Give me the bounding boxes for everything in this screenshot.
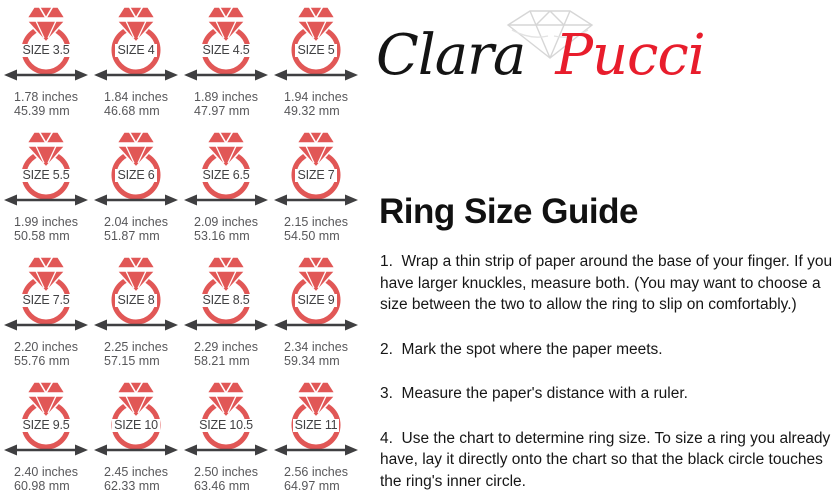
ring-size-chart [2,4,360,501]
circumference-inches: 2.25 inches [104,340,168,354]
ring-size-cell [272,129,360,254]
label-row [0,291,97,309]
label-row [175,416,277,434]
ring-measurements [14,466,78,493]
ring-size-label: SIZE 11 [294,418,338,432]
ring-with-diamond-icon [91,4,181,82]
ring-with-diamond-icon [91,379,181,457]
ring-measurements [194,341,258,368]
ring-measurements [104,466,168,493]
ring-measurements [104,341,168,368]
circumference-inches: 1.78 inches [14,90,78,104]
instruction-step-1: 1. Wrap a thin strip of paper around the base of your finger. If you have larger knuckles, measure both. (You may want to choose a size between the two to allow the ring to slip on comfortably.) [380,253,837,313]
ring-measurements [284,341,348,368]
ring-measurements [14,341,78,368]
circumference-mm: 47.97 mm [194,103,250,118]
ring-size-cell [182,254,270,379]
ring-with-diamond-icon [271,254,361,332]
brand-name-second: Pucci [555,23,705,88]
ring-size-label: SIZE 8 [117,293,155,307]
ring-size-cell [92,4,180,129]
circumference-mm: 59.34 mm [284,353,340,368]
ring-size-cell [182,379,270,501]
circumference-inches: 2.56 inches [284,465,348,479]
brand-name-first: Clara [376,23,526,88]
circumference-mm: 64.97 mm [284,478,340,493]
ring-measurements [194,91,258,118]
circumference-inches: 2.45 inches [104,465,168,479]
circumference-inches: 2.29 inches [194,340,258,354]
label-row [265,291,367,309]
label-row [85,291,187,309]
ring-size-label: SIZE 3.5 [22,43,70,57]
circumference-inches: 2.40 inches [14,465,78,479]
ring-with-diamond-icon [1,129,91,207]
ring-size-label: SIZE 7 [297,168,335,182]
ring-size-label: SIZE 4.5 [202,43,250,57]
circumference-mm: 54.50 mm [284,228,340,243]
ring-size-label: SIZE 9 [297,293,335,307]
label-row [85,41,187,59]
circumference-mm: 53.16 mm [194,228,250,243]
label-row [175,41,277,59]
ring-size-cell [182,129,270,254]
label-row [0,166,97,184]
page-title: Ring Size Guide [379,192,638,231]
circumference-mm: 50.58 mm [14,228,70,243]
label-row [175,166,277,184]
ring-with-diamond-icon [1,379,91,457]
ring-size-cell [182,4,270,129]
ring-measurements [14,91,78,118]
circumference-inches: 2.34 inches [284,340,348,354]
ring-size-label: SIZE 10.5 [199,418,253,432]
ring-with-diamond-icon [91,129,181,207]
ring-with-diamond-icon [181,129,271,207]
label-row [0,41,97,59]
ring-with-diamond-icon [271,129,361,207]
circumference-inches: 1.99 inches [14,215,78,229]
ring-with-diamond-icon [271,4,361,82]
ring-with-diamond-icon [91,254,181,332]
brand-logo [374,10,804,110]
ring-measurements [104,216,168,243]
circumference-inches: 2.04 inches [104,215,168,229]
ring-size-label: SIZE 9.5 [22,418,70,432]
ring-measurements [284,91,348,118]
circumference-inches: 2.15 inches [284,215,348,229]
circumference-mm: 46.68 mm [104,103,160,118]
instruction-step-4: 4. Use the chart to determine ring size. To size a ring you already have, lay it directly onto the chart so that the black circle touches the ring's inner circle. [380,429,835,490]
ring-size-label: SIZE 4 [117,43,155,57]
ring-size-cell [92,254,180,379]
ring-size-cell [2,4,90,129]
instructions-section [380,251,835,501]
ring-with-diamond-icon [1,254,91,332]
label-row [265,166,367,184]
circumference-inches: 1.94 inches [284,90,348,104]
circumference-mm: 45.39 mm [14,103,70,118]
ring-size-cell [272,4,360,129]
ring-size-label: SIZE 6 [117,168,155,182]
ring-with-diamond-icon [181,4,271,82]
ring-size-label: SIZE 8.5 [202,293,250,307]
ring-size-cell [272,379,360,501]
circumference-inches: 2.09 inches [194,215,258,229]
ring-measurements [104,91,168,118]
ring-size-label: SIZE 10 [114,418,158,432]
label-row [265,41,367,59]
ring-with-diamond-icon [271,379,361,457]
label-row [265,416,367,434]
ring-size-cell [92,129,180,254]
ring-measurements [284,216,348,243]
circumference-mm: 57.15 mm [104,353,160,368]
ring-size-cell [272,254,360,379]
circumference-mm: 63.46 mm [194,478,250,493]
instruction-step-2: 2. Mark the spot where the paper meets. [380,340,663,358]
ring-measurements [14,216,78,243]
ring-size-cell [2,254,90,379]
ring-measurements [194,216,258,243]
ring-size-label: SIZE 6.5 [202,168,250,182]
ring-with-diamond-icon [181,254,271,332]
ring-measurements [284,466,348,493]
instruction-step-3: 3. Measure the paper's distance with a ruler. [380,385,688,402]
label-row [85,166,187,184]
ring-with-diamond-icon [181,379,271,457]
ring-size-label: SIZE 7.5 [22,293,70,307]
circumference-mm: 49.32 mm [284,103,340,118]
label-row [85,416,187,434]
ring-with-diamond-icon [1,4,91,82]
ring-size-label: SIZE 5 [297,43,335,57]
circumference-mm: 60.98 mm [14,478,70,493]
ring-size-cell [2,379,90,501]
label-row [0,416,97,434]
circumference-inches: 2.20 inches [14,340,78,354]
circumference-mm: 62.33 mm [104,478,160,493]
ring-measurements [194,466,258,493]
ring-size-cell [92,379,180,501]
label-row [175,291,277,309]
circumference-mm: 55.76 mm [14,353,70,368]
ring-size-cell [2,129,90,254]
brand-name [376,23,705,88]
circumference-inches: 2.50 inches [194,465,258,479]
circumference-inches: 1.89 inches [194,90,258,104]
ring-size-label: SIZE 5.5 [22,168,70,182]
circumference-mm: 58.21 mm [194,353,250,368]
circumference-mm: 51.87 mm [104,228,160,243]
circumference-inches: 1.84 inches [104,90,168,104]
